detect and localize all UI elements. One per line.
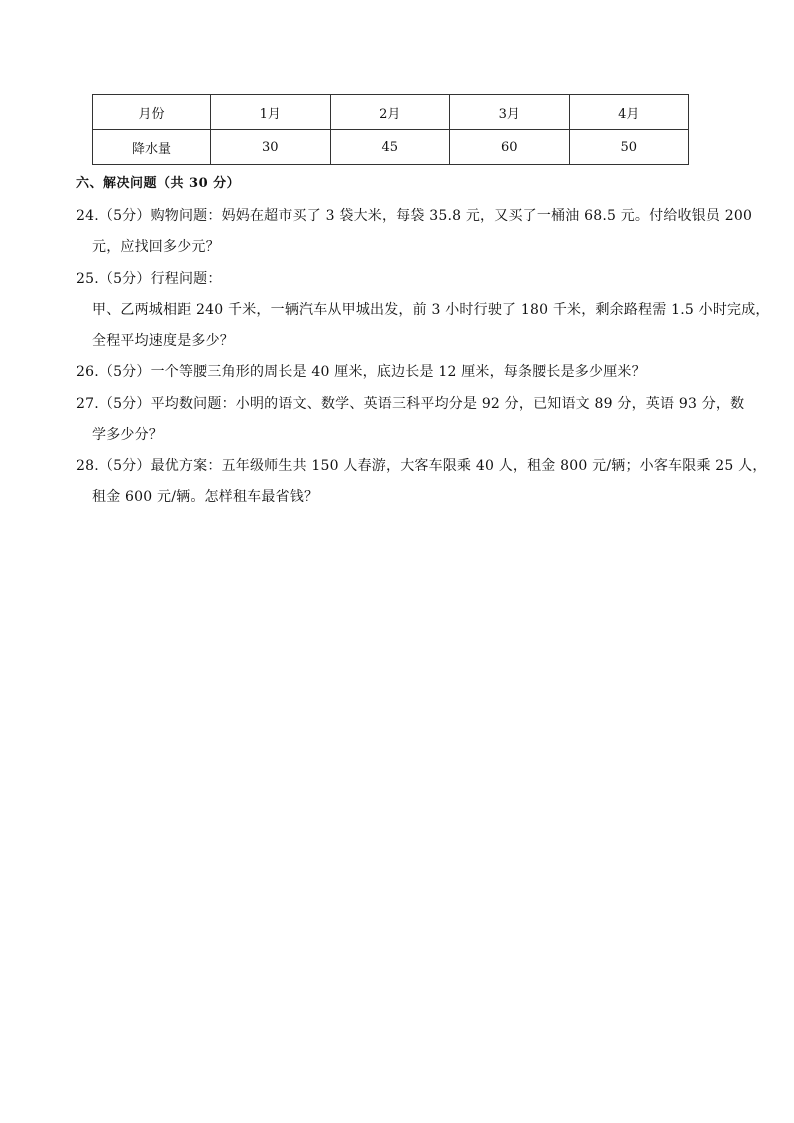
table-cell: 2月 [330,95,450,130]
table-cell: 45 [330,130,450,165]
question-24-line-1: 24.（5分）购物问题：妈妈在超市买了 3 袋大米，每袋 35.8 元，又买了一桶油 68.5 元。付给收银员 200 [76,208,753,224]
table-cell: 月份 [93,95,211,130]
table-cell: 60 [450,130,570,165]
table-cell: 1月 [211,95,331,130]
table-header-row [93,95,689,130]
table-cell: 30 [211,130,331,165]
section-title: 六、解决问题（共 30 分） [76,176,241,191]
table-cell: 3月 [450,95,570,130]
table-row [93,130,689,165]
question-28-line-1: 28.（5分）最优方案：五年级师生共 150 人春游，大客车限乘 40 人，租金 800 元/辆；小客车限乘 25 人， [76,458,767,474]
question-27-line-2: 学多少分？ [92,427,163,443]
table-cell: 4月 [569,95,689,130]
question-28-line-2: 租金 600 元/辆。怎样租车最省钱？ [92,489,319,505]
table-cell: 降水量 [93,130,211,165]
question-24-line-2: 元，应找回多少元？ [92,239,220,255]
table-cell: 50 [569,130,689,165]
question-25-line-2: 甲、乙两城相距 240 千米，一辆汽车从甲城出发，前 3 小时行驶了 180 千米，剩余路程需 1.5 小时完成， [92,302,770,318]
question-25-line-1: 25.（5分）行程问题： [76,271,222,287]
rainfall-table [92,94,689,165]
question-26-line-1: 26.（5分）一个等腰三角形的周长是 40 厘米，底边长是 12 厘米，每条腰长是多少厘米？ [76,364,646,380]
question-25-line-3: 全程平均速度是多少？ [92,333,234,349]
question-27-line-1: 27.（5分）平均数问题：小明的语文、数学、英语三科平均分是 92 分，已知语文 89 分，英语 93 分，数 [76,396,745,412]
